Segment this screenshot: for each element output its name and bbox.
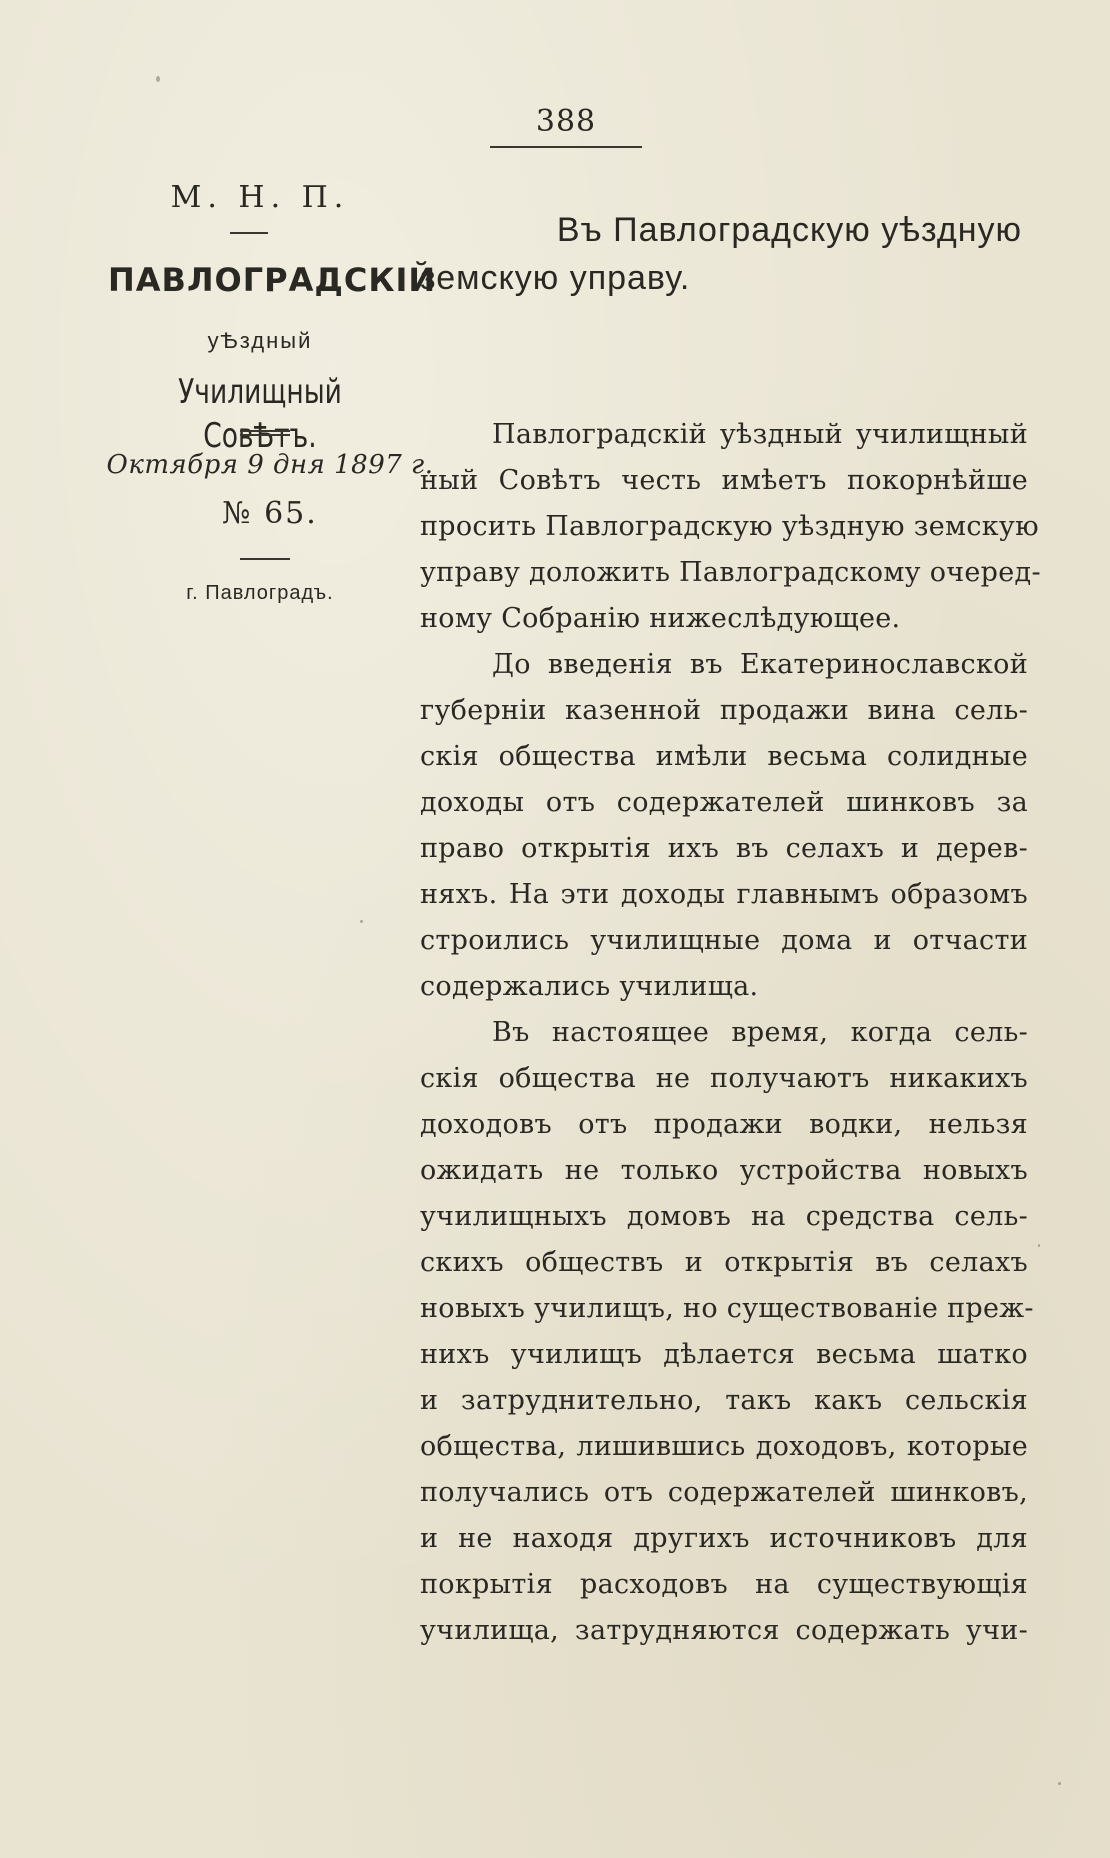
body-line: нихъ училищъ дѣлается весьма шатко xyxy=(420,1339,1028,1370)
body-line: новыхъ училищъ, но существованіе преж- xyxy=(420,1293,1034,1324)
body-line: Павлоградскій уѣздный училищный xyxy=(492,419,1028,450)
document-city: г. Павлоградъ. xyxy=(186,582,334,604)
body-line: скихъ обществъ и открытія въ селахъ xyxy=(420,1247,1028,1278)
body-line: доходовъ отъ продажи водки, нельзя xyxy=(420,1109,1028,1140)
body-line: няхъ. На эти доходы главнымъ образомъ xyxy=(420,879,1028,910)
divider-rule xyxy=(240,558,290,560)
addressee-line: земскую управу. xyxy=(420,259,691,297)
ministry-abbreviation: М. Н. П. xyxy=(170,180,350,215)
addressee-line: Въ Павлоградскую уѣздную xyxy=(556,211,1022,249)
body-line: училищныхъ домовъ на средства сель- xyxy=(420,1201,1028,1232)
body-line: просить Павлоградскую уѣздную земскую xyxy=(420,511,1039,542)
body-line: До введенія въ Екатеринославской xyxy=(492,649,1028,680)
body-line: скія общества имѣли весьма солидные xyxy=(420,741,1028,772)
body-line: училища, затрудняются содержать учи- xyxy=(420,1615,1028,1646)
body-line: скія общества не получаютъ никакихъ xyxy=(420,1063,1028,1094)
double-divider-rule xyxy=(240,430,290,436)
paper-speck xyxy=(360,920,363,923)
body-line: получались отъ содержателей шинковъ, xyxy=(420,1477,1028,1508)
body-line: право открытія ихъ въ селахъ и дерев- xyxy=(420,833,1028,864)
body-line: губерніи казенной продажи вина сель- xyxy=(420,695,1028,726)
body-line: строились училищные дома и отчасти xyxy=(420,925,1028,956)
body-line: покрытія расходовъ на существующія xyxy=(420,1569,1028,1600)
page-number: 388 xyxy=(535,104,597,139)
divider-rule xyxy=(230,232,268,234)
page-number-rule xyxy=(490,146,642,148)
paper-speck xyxy=(1038,1244,1040,1247)
addressee xyxy=(420,206,1040,302)
body-line: доходы отъ содержателей шинковъ за xyxy=(420,787,1028,818)
body-line: управу доложить Павлоградскому очеред- xyxy=(420,557,1041,588)
body-line: ожидать не только устройства новыхъ xyxy=(420,1155,1028,1186)
body-line: и затруднительно, такъ какъ сельскія xyxy=(420,1385,1028,1416)
body-line: и не находя другихъ источниковъ для xyxy=(420,1523,1028,1554)
council-name: ПАВЛОГРАДСКІЙ xyxy=(108,261,437,299)
document-date: Октября 9 дня 1897 г. xyxy=(106,450,434,480)
document-number: № 65. xyxy=(222,496,318,531)
body-line: общества, лишившись доходовъ, которые xyxy=(420,1431,1028,1462)
body-line: содержались училища. xyxy=(420,971,759,1002)
paper-speck xyxy=(156,76,160,82)
letter-body xyxy=(420,412,1041,1654)
council-title: Училищный СовѢтъ. xyxy=(178,372,342,456)
council-type: уѢздный xyxy=(207,328,313,353)
body-line: ному Собранію нижеслѣдующее. xyxy=(420,603,901,634)
body-line: ный Совѣтъ честь имѣетъ покорнѣйше xyxy=(420,465,1028,496)
body-line: Въ настоящее время, когда сель- xyxy=(492,1017,1028,1048)
paper-speck xyxy=(1058,1782,1061,1785)
